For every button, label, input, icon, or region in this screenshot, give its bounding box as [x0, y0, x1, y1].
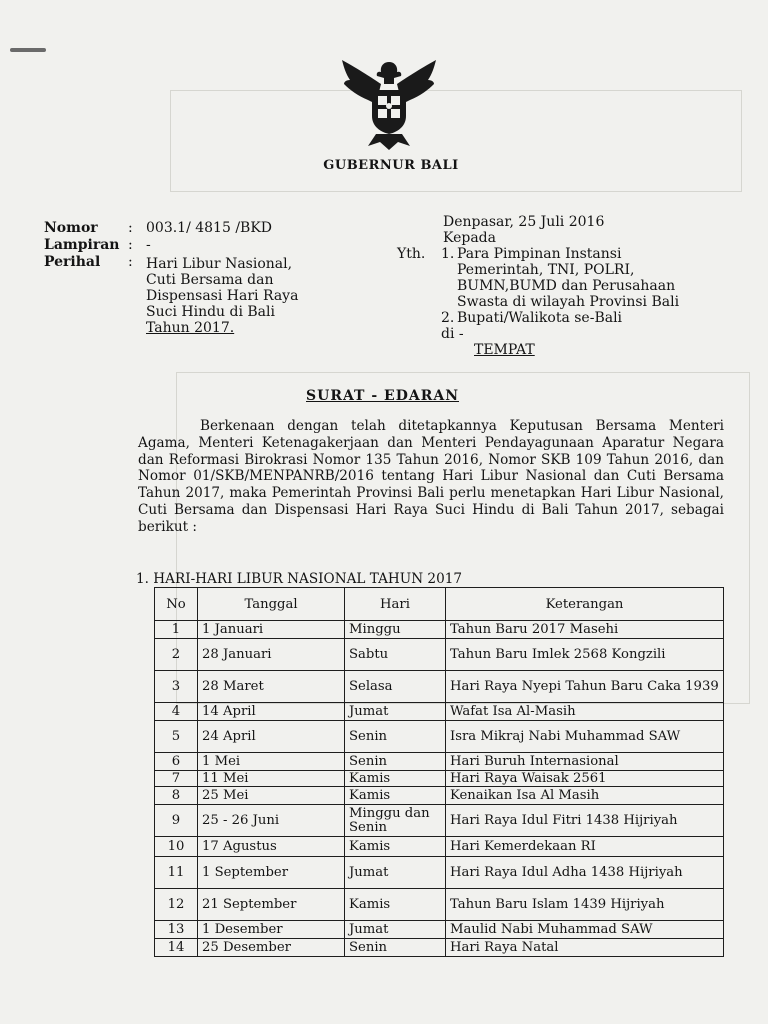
cell-tanggal: 24 April — [198, 721, 345, 753]
lampiran-label: Lampiran — [44, 237, 120, 253]
recipient-line: Bupati/Walikota se-Bali — [457, 310, 623, 326]
cell-hari: Kamis — [345, 837, 446, 857]
cell-keterangan: Hari Raya Nyepi Tahun Baru Caka 1939 — [446, 671, 724, 703]
cell-tanggal: 28 Maret — [198, 671, 345, 703]
cell-no: 8 — [155, 787, 198, 805]
header-hari: Hari — [345, 588, 446, 621]
cell-keterangan: Maulid Nabi Muhammad SAW — [446, 921, 724, 939]
cell-tanggal: 21 September — [198, 889, 345, 921]
table-row — [155, 857, 724, 889]
cell-keterangan: Hari Kemerdekaan RI — [446, 837, 724, 857]
cell-hari: Sabtu — [345, 639, 446, 671]
yth-label: Yth. — [397, 246, 426, 262]
cell-no: 9 — [155, 805, 198, 837]
cell-keterangan: Wafat Isa Al-Masih — [446, 703, 724, 721]
table-row — [155, 921, 724, 939]
recipient-number: 1. — [441, 246, 455, 262]
perihal-line: Tahun 2017. — [146, 320, 235, 336]
table-row — [155, 721, 724, 753]
cell-keterangan: Tahun Baru Imlek 2568 Kongzili — [446, 639, 724, 671]
header-no: No — [155, 588, 198, 621]
cell-tanggal: 11 Mei — [198, 771, 345, 787]
di-label: di - — [441, 326, 464, 342]
table-row — [155, 621, 724, 639]
cell-tanggal: 17 Agustus — [198, 837, 345, 857]
cell-tanggal: 25 Desember — [198, 939, 345, 957]
recipient-number: 2. — [441, 310, 455, 326]
cell-keterangan: Hari Raya Waisak 2561 — [446, 771, 724, 787]
perihal-line: Hari Libur Nasional, — [146, 256, 293, 272]
cell-tanggal: 1 Desember — [198, 921, 345, 939]
section-title: 1. HARI-HARI LIBUR NASIONAL TAHUN 2017 — [136, 571, 463, 587]
lampiran-colon: : — [128, 237, 133, 253]
perihal-line: Dispensasi Hari Raya — [146, 288, 299, 304]
cell-keterangan: Tahun Baru 2017 Masehi — [446, 621, 724, 639]
cell-keterangan: Hari Raya Idul Adha 1438 Hijriyah — [446, 857, 724, 889]
cell-no: 7 — [155, 771, 198, 787]
cell-hari: Kamis — [345, 889, 446, 921]
table-row — [155, 671, 724, 703]
cell-keterangan: Isra Mikraj Nabi Muhammad SAW — [446, 721, 724, 753]
kepada-label: Kepada — [443, 230, 496, 246]
cell-no: 4 — [155, 703, 198, 721]
table-row — [155, 753, 724, 771]
place-date: Denpasar, 25 Juli 2016 — [443, 214, 605, 230]
cell-no: 10 — [155, 837, 198, 857]
cell-no: 3 — [155, 671, 198, 703]
cell-hari: Minggu — [345, 621, 446, 639]
cell-hari: Selasa — [345, 671, 446, 703]
lampiran-value: - — [146, 237, 151, 253]
recipient-line: Pemerintah, TNI, POLRI, — [457, 262, 635, 278]
recipient-line: BUMN,BUMD dan Perusahaan — [457, 278, 676, 294]
garuda-emblem-icon — [334, 54, 444, 152]
table-header-row — [155, 588, 724, 621]
cell-hari: Jumat — [345, 703, 446, 721]
letter-title: SURAT - EDARAN — [306, 388, 459, 404]
cell-tanggal: 1 Januari — [198, 621, 345, 639]
cell-tanggal: 14 April — [198, 703, 345, 721]
table-row — [155, 787, 724, 805]
cell-no: 13 — [155, 921, 198, 939]
cell-keterangan: Kenaikan Isa Al Masih — [446, 787, 724, 805]
cell-no: 5 — [155, 721, 198, 753]
table-row — [155, 771, 724, 787]
holiday-table — [154, 587, 724, 957]
cell-keterangan: Hari Raya Idul Fitri 1438 Hijriyah — [446, 805, 724, 837]
recipient-line: Para Pimpinan Instansi — [457, 246, 622, 262]
cell-no: 11 — [155, 857, 198, 889]
perihal-label: Perihal — [44, 254, 101, 270]
bleed-through-table-top — [170, 90, 742, 192]
perihal-line: Cuti Bersama dan — [146, 272, 274, 288]
perihal-colon: : — [128, 254, 133, 270]
cell-hari: Kamis — [345, 771, 446, 787]
cell-no: 6 — [155, 753, 198, 771]
cell-keterangan: Hari Raya Natal — [446, 939, 724, 957]
cell-tanggal: 25 Mei — [198, 787, 345, 805]
table-row — [155, 703, 724, 721]
cell-tanggal: 1 Mei — [198, 753, 345, 771]
nomor-colon: : — [128, 220, 133, 236]
cell-tanggal: 1 September — [198, 857, 345, 889]
cell-no: 12 — [155, 889, 198, 921]
cell-hari: Jumat — [345, 921, 446, 939]
cell-hari: Kamis — [345, 787, 446, 805]
tempat-label: TEMPAT — [474, 342, 535, 358]
cell-hari: Senin — [345, 939, 446, 957]
recipient-line: Swasta di wilayah Provinsi Bali — [457, 294, 680, 310]
cell-tanggal: 28 Januari — [198, 639, 345, 671]
punch-hole-mark — [10, 48, 46, 52]
cell-no: 1 — [155, 621, 198, 639]
cell-hari: Senin — [345, 753, 446, 771]
cell-hari: Jumat — [345, 857, 446, 889]
table-row — [155, 639, 724, 671]
perihal-value — [146, 256, 346, 336]
table-row — [155, 805, 724, 837]
table-row — [155, 939, 724, 957]
table-row — [155, 889, 724, 921]
holiday-table-body — [155, 621, 724, 957]
body-paragraph: Berkenaan dengan telah ditetapkannya Keputusan Bersama Menteri Agama, Menteri Ketenagakerjaan dan Menteri Pendayagunaan Aparatur Negara dan Reformasi Birokrasi Nomor 135 Tahun 2016, Nomor SKB 109 Tahun 2016, dan Nomor 01/SKB/MENPANRB/2016 tentang Hari Libur Nasional dan Cuti Bersama Tahun 2017, maka Pemerintah Provinsi Bali perlu menetapkan Hari Libur Nasional, Cuti Bersama dan Dispensasi Hari Raya Suci Hindu di Bali Tahun 2017, sebagai berikut : — [138, 418, 724, 535]
nomor-label: Nomor — [44, 220, 98, 236]
cell-hari: Minggu dan Senin — [345, 805, 446, 837]
nomor-value: 003.1/ 4815 /BKD — [146, 220, 273, 236]
header-tanggal: Tanggal — [198, 588, 345, 621]
header-keterangan: Keterangan — [446, 588, 724, 621]
cell-no: 2 — [155, 639, 198, 671]
cell-tanggal: 25 - 26 Juni — [198, 805, 345, 837]
cell-no: 14 — [155, 939, 198, 957]
perihal-line: Suci Hindu di Bali — [146, 304, 275, 320]
cell-keterangan: Tahun Baru Islam 1439 Hijriyah — [446, 889, 724, 921]
governor-title: GUBERNUR BALI — [323, 158, 459, 173]
cell-hari: Senin — [345, 721, 446, 753]
table-row — [155, 837, 724, 857]
cell-keterangan: Hari Buruh Internasional — [446, 753, 724, 771]
